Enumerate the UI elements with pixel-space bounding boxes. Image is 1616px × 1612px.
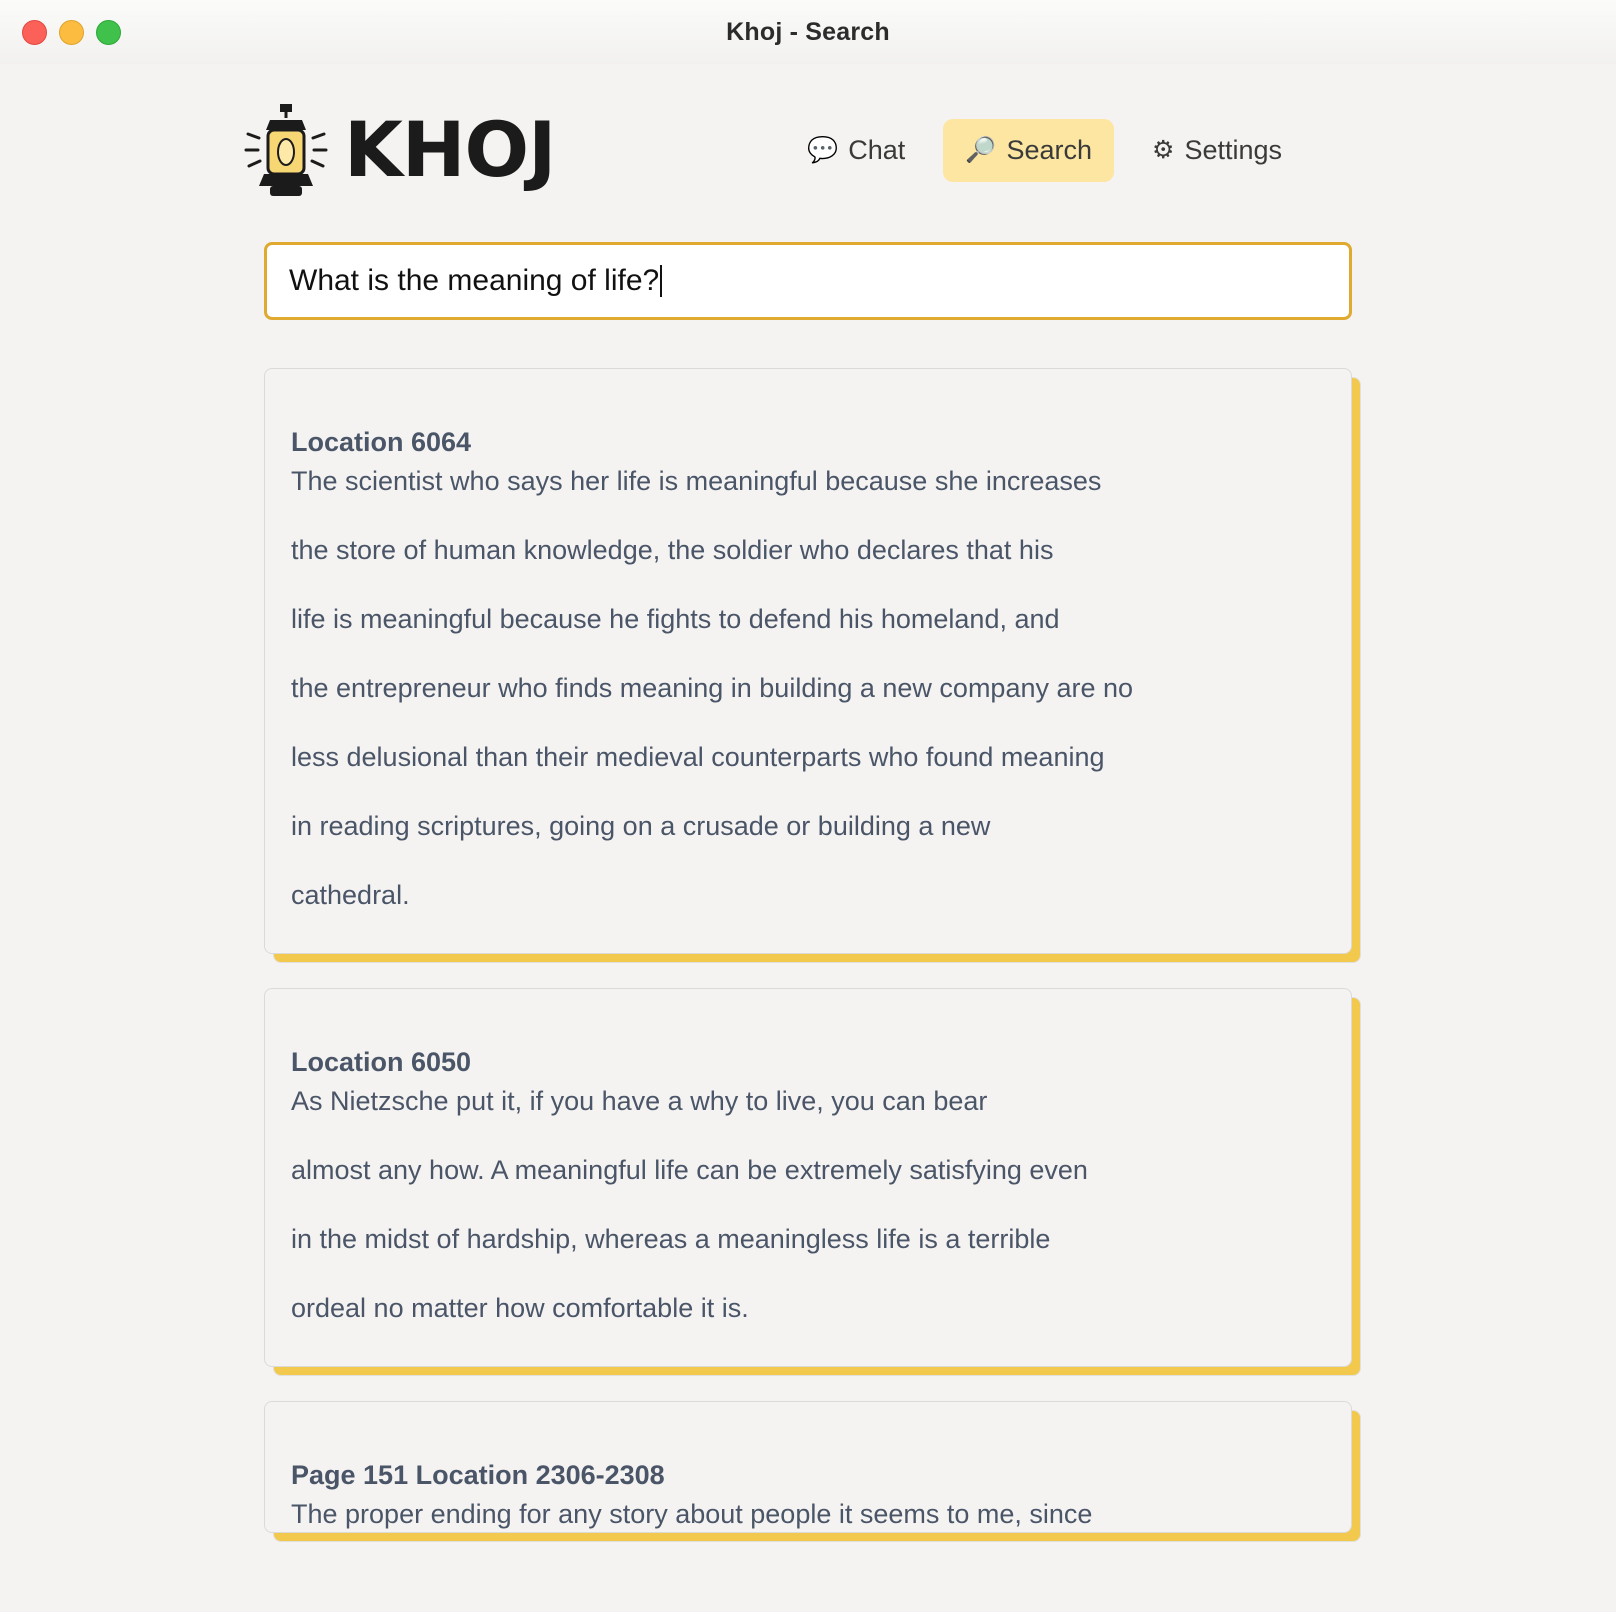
page-body (0, 64, 1616, 1533)
nav-item-settings[interactable] (1130, 119, 1304, 182)
magnifier-icon: 🔎 (965, 135, 997, 164)
nav-label-search: Search (1006, 134, 1093, 165)
result-line: As Nietzsche put it, if you have a why to live, you can bear (291, 1086, 988, 1116)
title-bar (0, 0, 1616, 65)
result-line: less delusional than their medieval counterparts who found meaning (291, 742, 1105, 772)
result-location: Location 6064 (291, 427, 472, 457)
result-location: Page 151 Location 2306-2308 (291, 1460, 665, 1490)
nav-item-chat[interactable] (785, 119, 927, 182)
result-line: almost any how. A meaningful life can be extremely satisfying even (291, 1155, 1088, 1185)
result-line: the store of human knowledge, the soldier who declares that his (291, 535, 1054, 565)
gear-icon: ⚙ (1152, 135, 1175, 164)
chat-bubble-icon: 💬 (807, 135, 839, 164)
result-line: in the midst of hardship, whereas a meaningless life is a terrible (291, 1224, 1051, 1254)
result-card[interactable] (264, 368, 1352, 954)
result-line: The proper ending for any story about people it seems to me, since (291, 1499, 1093, 1529)
minimize-button[interactable] (59, 20, 84, 45)
result-line: in reading scriptures, going on a crusade or building a new (291, 811, 991, 841)
result-card[interactable] (264, 988, 1352, 1367)
result-line: the entrepreneur who finds meaning in building a new company are no (291, 673, 1134, 703)
zoom-button[interactable] (96, 20, 121, 45)
result-location: Location 6050 (291, 1047, 472, 1077)
search-input-value: What is the meaning of life? (289, 264, 660, 297)
text-caret (660, 265, 662, 297)
result-line: life is meaningful because he fights to defend his homeland, and (291, 604, 1060, 634)
window-controls[interactable] (22, 0, 121, 64)
nav-label-chat: Chat (848, 134, 906, 165)
nav-label-settings: Settings (1184, 134, 1282, 165)
lantern-icon (240, 98, 332, 202)
search-results (0, 320, 1616, 1533)
search-row (0, 214, 1616, 320)
close-button[interactable] (22, 20, 47, 45)
nav-item-search[interactable] (943, 119, 1114, 182)
result-line: The scientist who says her life is meaningful because she increases (291, 466, 1102, 496)
result-line: cathedral. (291, 880, 410, 910)
result-line: ordeal no matter how comfortable it is. (291, 1293, 749, 1323)
search-input[interactable] (264, 242, 1352, 320)
logo (240, 98, 555, 202)
window-title: Khoj - Search (726, 17, 890, 46)
app-content (0, 64, 1616, 1612)
main-nav (785, 119, 1566, 182)
app-header (0, 64, 1616, 214)
result-card[interactable] (264, 1401, 1352, 1533)
brand-name: KHOJ (344, 105, 556, 194)
